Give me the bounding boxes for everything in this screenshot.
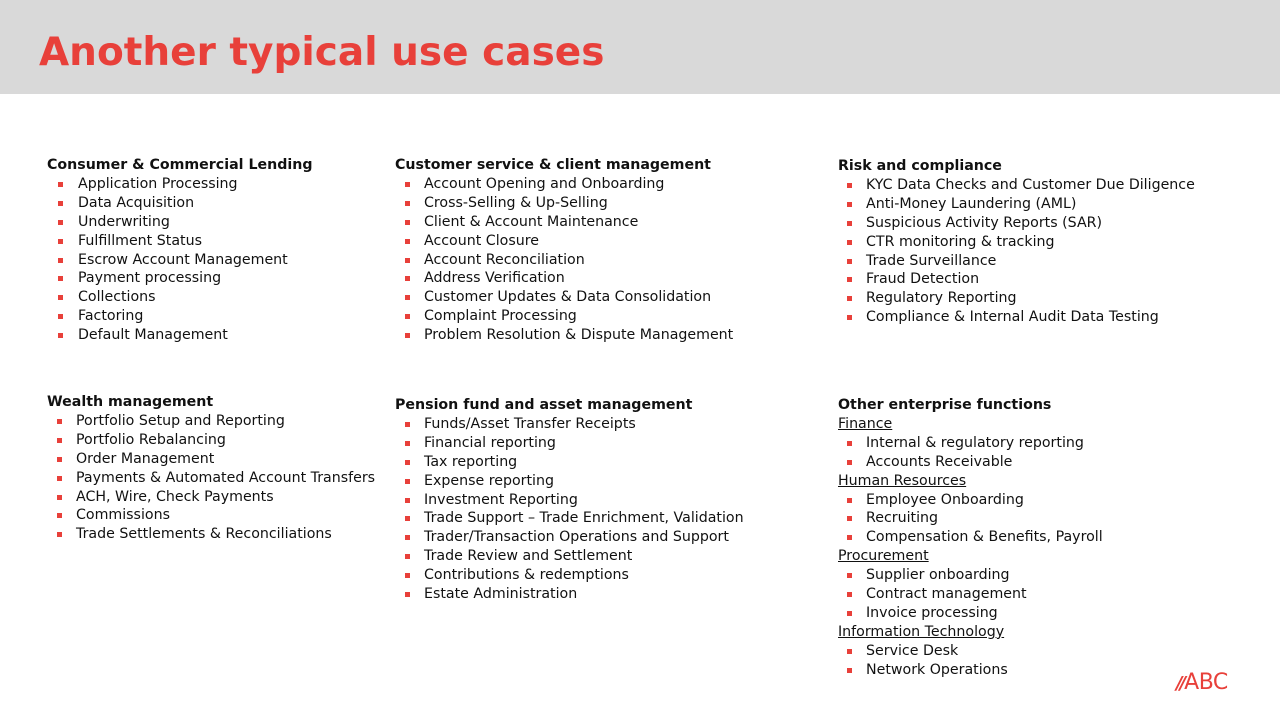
list-item: Data Acquisition: [47, 194, 313, 213]
list-item: Order Management: [47, 450, 367, 469]
list-item: KYC Data Checks and Customer Due Diligence: [838, 176, 1195, 195]
list-item: Commissions: [47, 506, 367, 525]
section-risk-compliance: [838, 157, 1195, 327]
list-item: Contract management: [838, 585, 1103, 604]
item-list: [47, 175, 313, 345]
section-title: Wealth management: [47, 394, 214, 410]
list-item: Portfolio Setup and Reporting: [47, 412, 367, 431]
subgroup-title: Procurement: [838, 548, 929, 565]
logo-slashes: //: [1176, 673, 1184, 694]
list-item: Payments & Automated Account Transfers: [47, 469, 367, 488]
list-item: Account Reconciliation: [395, 251, 733, 270]
section-pension: [395, 396, 744, 604]
list-item: CTR monitoring & tracking: [838, 233, 1195, 252]
list-item: ACH, Wire, Check Payments: [47, 488, 367, 507]
list-item: Default Management: [47, 326, 313, 345]
item-list: [838, 642, 1103, 680]
list-item: Portfolio Rebalancing: [47, 431, 367, 450]
list-item: Contributions & redemptions: [395, 566, 744, 585]
section-title: Risk and compliance: [838, 158, 1002, 174]
list-item: Trade Surveillance: [838, 252, 1195, 271]
list-item: Account Opening and Onboarding: [395, 175, 733, 194]
logo-text: ABC: [1184, 670, 1228, 695]
item-list: [838, 491, 1103, 548]
list-item: Accounts Receivable: [838, 453, 1103, 472]
title-banner: [0, 0, 1280, 94]
list-item: Supplier onboarding: [838, 566, 1103, 585]
item-list: [838, 566, 1103, 623]
section-other-enterprise: [838, 396, 1103, 680]
list-item: Account Closure: [395, 232, 733, 251]
list-item: Factoring: [47, 307, 313, 326]
item-list: [47, 412, 376, 544]
list-item: Recruiting: [838, 509, 1103, 528]
list-item: Investment Reporting: [395, 491, 744, 510]
subgroup-title: Human Resources: [838, 472, 967, 489]
section-lending: [47, 156, 313, 345]
list-item: Address Verification: [395, 269, 733, 288]
section-title: Customer service & client management: [395, 157, 711, 173]
list-item: Service Desk: [838, 642, 1103, 661]
list-item: Trade Review and Settlement: [395, 547, 744, 566]
list-item: Employee Onboarding: [838, 491, 1103, 510]
item-list: [395, 415, 744, 604]
list-item: Client & Account Maintenance: [395, 213, 733, 232]
item-list: [395, 175, 733, 345]
list-item: Financial reporting: [395, 434, 744, 453]
list-item: Compliance & Internal Audit Data Testing: [838, 308, 1195, 327]
list-item: Expense reporting: [395, 472, 744, 491]
list-item: Problem Resolution & Dispute Management: [395, 326, 733, 345]
list-item: Escrow Account Management: [47, 251, 313, 270]
list-item: Cross-Selling & Up-Selling: [395, 194, 733, 213]
item-list: [838, 176, 1195, 327]
list-item: Anti-Money Laundering (AML): [838, 195, 1195, 214]
section-title: Consumer & Commercial Lending: [47, 157, 313, 173]
section-wealth: [47, 393, 376, 544]
list-item: Trade Support – Trade Enrichment, Validation: [395, 509, 744, 528]
list-item: Fulfillment Status: [47, 232, 313, 251]
subgroup-title: Finance: [838, 415, 893, 432]
section-title: Pension fund and asset management: [395, 397, 693, 413]
list-item: Internal & regulatory reporting: [838, 434, 1103, 453]
item-list: [838, 434, 1103, 472]
list-item: Customer Updates & Data Consolidation: [395, 288, 733, 307]
list-item: Fraud Detection: [838, 270, 1195, 289]
list-item: Funds/Asset Transfer Receipts: [395, 415, 744, 434]
list-item: Application Processing: [47, 175, 313, 194]
list-item: Suspicious Activity Reports (SAR): [838, 214, 1195, 233]
list-item: Invoice processing: [838, 604, 1103, 623]
abc-logo: [1176, 671, 1228, 696]
list-item: Estate Administration: [395, 585, 744, 604]
page-title: Another typical use cases: [39, 30, 605, 75]
list-item: Payment processing: [47, 269, 313, 288]
list-item: Collections: [47, 288, 313, 307]
subgroup-title: Information Technology: [838, 623, 1005, 640]
section-customer-service: [395, 156, 733, 345]
list-item: Regulatory Reporting: [838, 289, 1195, 308]
list-item: Tax reporting: [395, 453, 744, 472]
list-item: Compensation & Benefits, Payroll: [838, 528, 1103, 547]
section-title: Other enterprise functions: [838, 397, 1052, 413]
list-item: Trade Settlements & Reconciliations: [47, 525, 367, 544]
list-item: Network Operations: [838, 661, 1103, 680]
list-item: Underwriting: [47, 213, 313, 232]
list-item: Complaint Processing: [395, 307, 733, 326]
list-item: Trader/Transaction Operations and Support: [395, 528, 744, 547]
